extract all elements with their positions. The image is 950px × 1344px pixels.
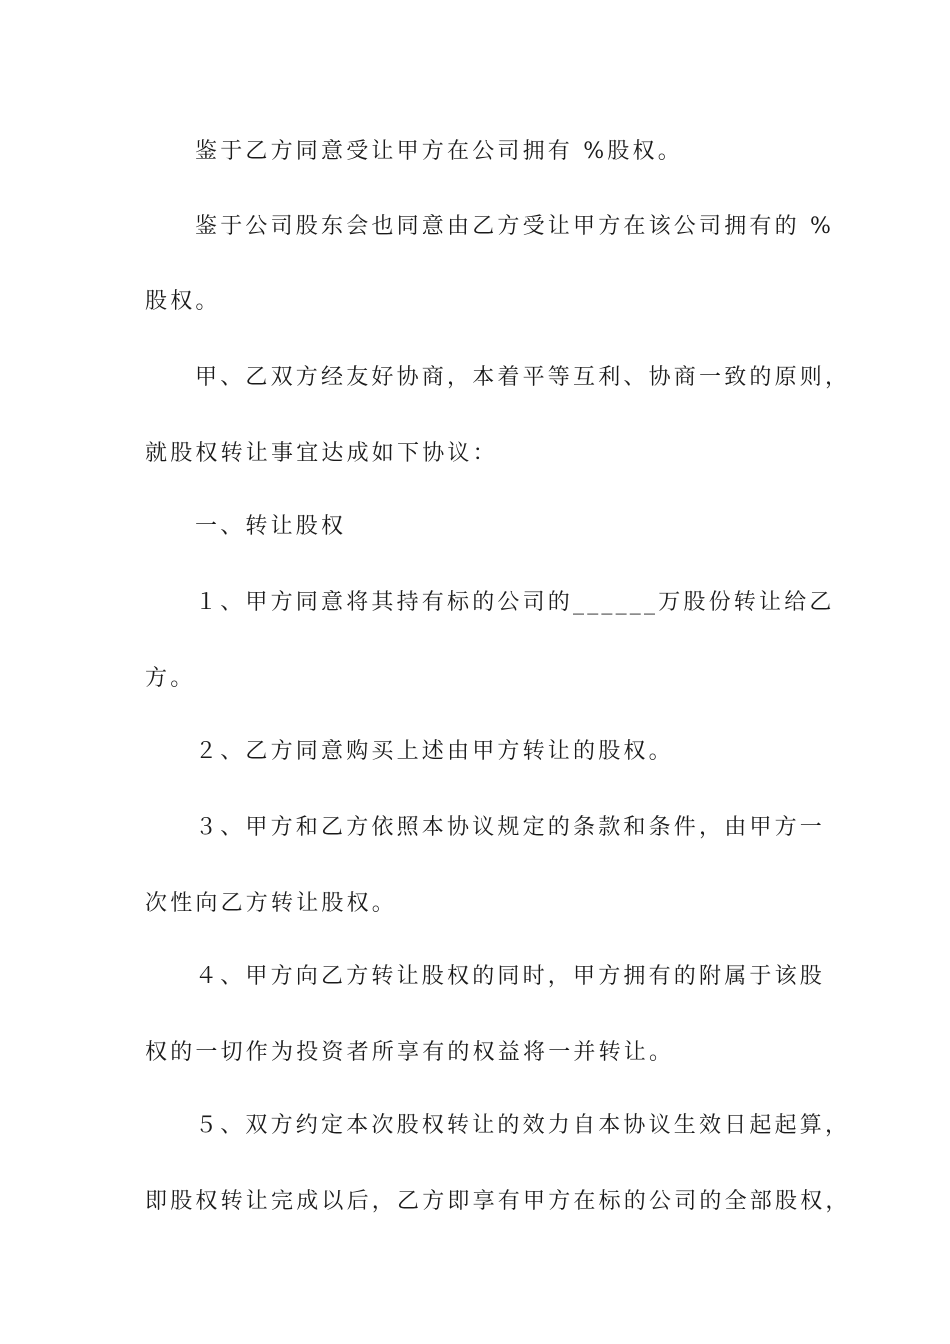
paragraph-line: ４、甲方向乙方转让股权的同时，甲方拥有的附属于该股 bbox=[195, 964, 826, 989]
paragraph-line: 股权。 bbox=[145, 289, 221, 314]
paragraph-line: 即股权转让完成以后，乙方即享有甲方在标的公司的全部股权， bbox=[145, 1189, 851, 1214]
paragraph-line: 次性向乙方转让股权。 bbox=[145, 891, 398, 916]
paragraph-line: ２、乙方同意购买上述由甲方转让的股权。 bbox=[195, 739, 674, 764]
paragraph-line: 就股权转让事宜达成如下协议： bbox=[145, 441, 498, 466]
paragraph-line: １、甲方同意将其持有标的公司的______万股份转让给乙 bbox=[195, 590, 835, 615]
paragraph-line: 甲、乙双方经友好协商，本着平等互利、协商一致的原则， bbox=[195, 365, 851, 390]
paragraph-line: ３、甲方和乙方依照本协议规定的条款和条件，由甲方一 bbox=[195, 815, 826, 840]
paragraph-line: 权的一切作为投资者所享有的权益将一并转让。 bbox=[145, 1040, 675, 1065]
section-heading: 一、转让股权 bbox=[195, 514, 347, 539]
paragraph-line: 方。 bbox=[145, 666, 196, 691]
paragraph-line: 鉴于公司股东会也同意由乙方受让甲方在该公司拥有的 % bbox=[195, 214, 835, 239]
paragraph-line: ５、双方约定本次股权转让的效力自本协议生效日起起算， bbox=[195, 1113, 851, 1138]
paragraph-line: 鉴于乙方同意受让甲方在公司拥有 %股权。 bbox=[195, 139, 683, 164]
